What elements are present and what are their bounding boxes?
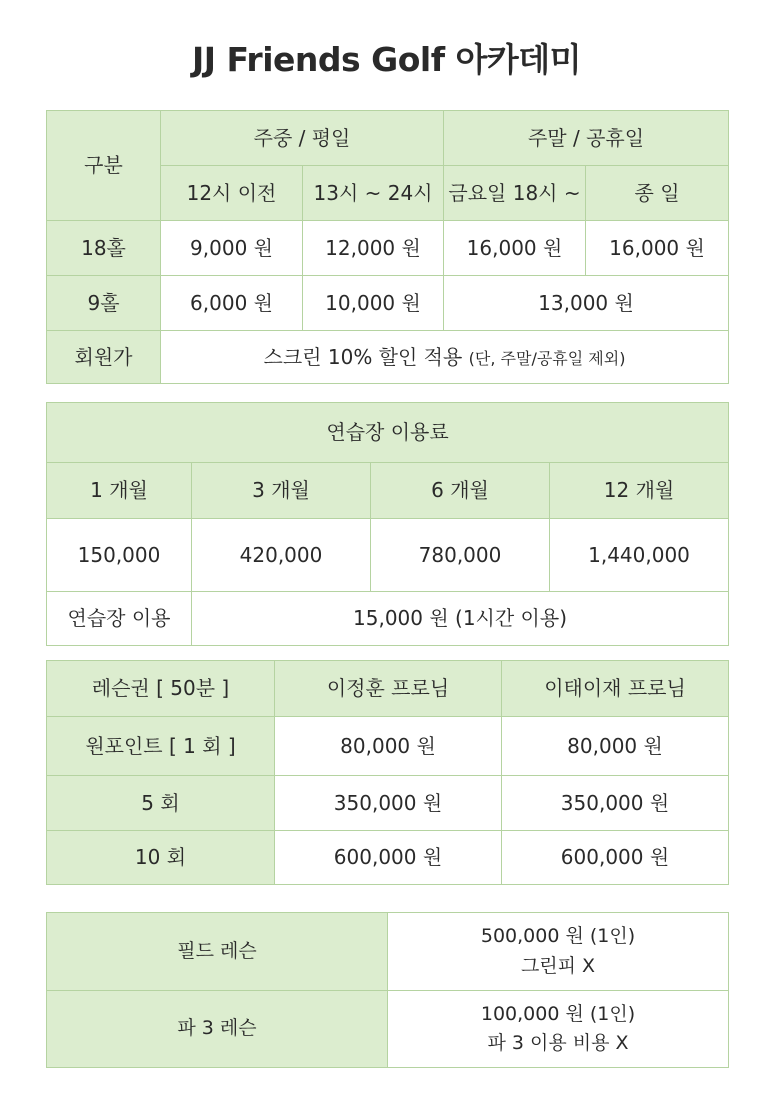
lesson-fee-table	[46, 660, 729, 885]
price-cell: 13,000 원	[444, 276, 729, 331]
price-cell: 350,000 원	[502, 776, 729, 831]
row-label: 9홀	[47, 276, 161, 331]
lesson-header: 레슨권 [ 50분 ]	[47, 661, 275, 717]
sub-header: 종 일	[586, 166, 729, 221]
practice-fee-table	[46, 402, 729, 646]
table-row	[47, 776, 729, 831]
price-cell: 10,000 원	[303, 276, 444, 331]
price-cell	[388, 991, 729, 1068]
row-label: 회원가	[47, 331, 161, 384]
green-fee-table	[46, 110, 729, 384]
row-label: 5 회	[47, 776, 275, 831]
field-price: 500,000 원 (1인)	[480, 925, 636, 948]
pro-header: 이정훈 프로님	[275, 661, 502, 717]
price-cell: 600,000 원	[502, 831, 729, 885]
member-discount-text: 스크린 10% 할인 적용	[263, 344, 463, 369]
weekday-header: 주중 / 평일	[161, 111, 444, 166]
weekend-header: 주말 / 공휴일	[444, 111, 729, 166]
table-row	[47, 913, 729, 991]
row-label: 18홀	[47, 221, 161, 276]
price-cell: 80,000 원	[502, 717, 729, 776]
price-cell: 15,000 원 (1시간 이용)	[192, 592, 729, 646]
table-row	[47, 519, 729, 592]
member-discount-note: (단, 주말/공휴일 제외)	[468, 348, 626, 368]
row-label: 10 회	[47, 831, 275, 885]
field-note: 그린피 X	[520, 954, 596, 977]
price-cell: 780,000	[371, 519, 550, 592]
sub-header: 13시 ~ 24시	[303, 166, 444, 221]
sub-header: 12시 이전	[161, 166, 303, 221]
table-row	[47, 221, 729, 276]
price-cell: 150,000	[47, 519, 192, 592]
field-note: 파 3 이용 비용 X	[487, 1032, 629, 1054]
member-discount-cell	[161, 331, 729, 384]
category-header: 구분	[47, 111, 161, 221]
price-cell: 16,000 원	[586, 221, 729, 276]
price-cell: 80,000 원	[275, 717, 502, 776]
period-header: 1 개월	[47, 463, 192, 519]
period-header: 3 개월	[192, 463, 371, 519]
table-row	[47, 592, 729, 646]
table-row	[47, 831, 729, 885]
period-header: 12 개월	[550, 463, 729, 519]
price-cell: 420,000	[192, 519, 371, 592]
price-cell: 1,440,000	[550, 519, 729, 592]
table-row	[47, 331, 729, 384]
price-cell: 16,000 원	[444, 221, 586, 276]
sub-header: 금요일 18시 ~	[444, 166, 586, 221]
pro-header: 이태이재 프로님	[502, 661, 729, 717]
price-cell: 9,000 원	[161, 221, 303, 276]
row-label: 파 3 레슨	[47, 991, 388, 1068]
table-row	[47, 991, 729, 1068]
field-lesson-table	[46, 912, 729, 1068]
price-cell: 350,000 원	[275, 776, 502, 831]
price-cell: 6,000 원	[161, 276, 303, 331]
period-header: 6 개월	[371, 463, 550, 519]
price-cell: 12,000 원	[303, 221, 444, 276]
field-price: 100,000 원 (1인)	[480, 1002, 636, 1025]
table-row	[47, 717, 729, 776]
row-label: 필드 레슨	[47, 913, 388, 991]
price-cell	[388, 913, 729, 991]
row-label: 원포인트 [ 1 회 ]	[47, 717, 275, 776]
row-label: 연습장 이용	[47, 592, 192, 646]
table-row	[47, 276, 729, 331]
page-title: JJ Friends Golf 아카데미	[191, 40, 582, 79]
price-cell: 600,000 원	[275, 831, 502, 885]
practice-title: 연습장 이용료	[47, 403, 729, 463]
